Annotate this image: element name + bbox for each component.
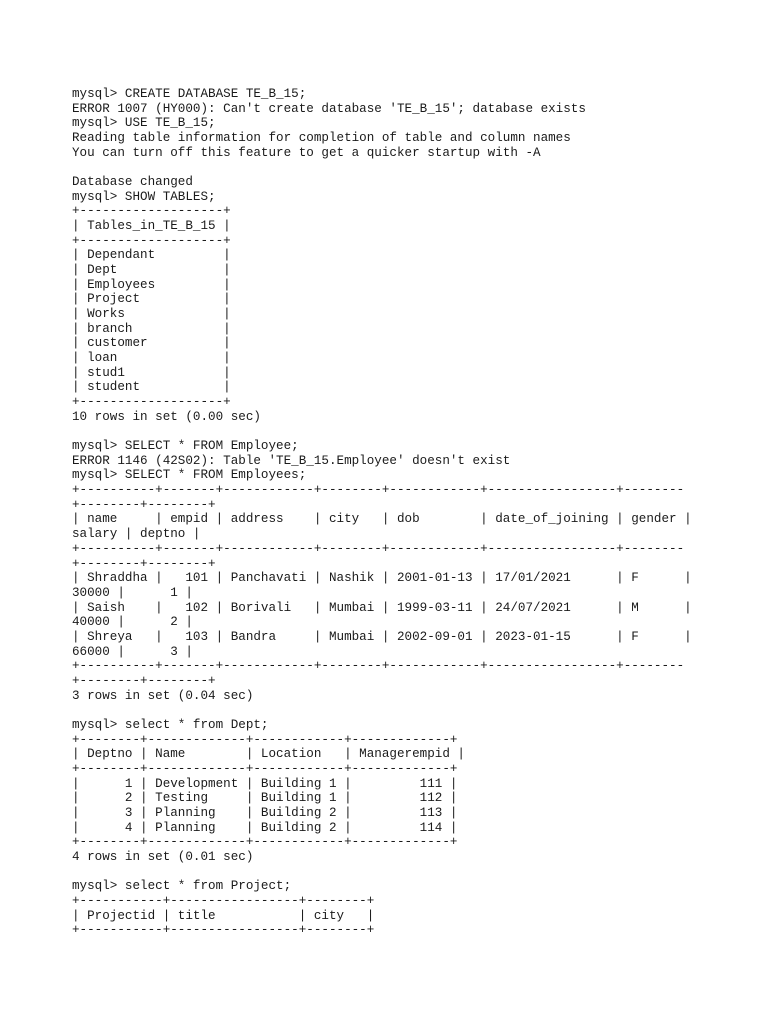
text-line: mysql> select * from Dept; (72, 717, 269, 732)
text-line: ERROR 1007 (HY000): Can't create database 'TE_B_15'; database exists (72, 101, 586, 116)
table-header: | Projectid | title | city | (72, 908, 375, 923)
text-line: mysql> USE TE_B_15; (72, 116, 216, 131)
blank-line (72, 424, 752, 439)
table-row: | loan | (72, 351, 231, 366)
table-row: | Saish | 102 | Borivali | Mumbai | 1999-03-11 | 24/07/2021 | M | (72, 600, 692, 615)
table-border: +--------+-------------+------------+-------------+ (72, 835, 458, 850)
table-header: | Tables_in_TE_B_15 | (72, 219, 231, 234)
table-row: | student | (72, 380, 231, 395)
table-row: 40000 | 2 | (72, 615, 193, 630)
table-row: | 1 | Development | Building 1 | 111 | (72, 776, 458, 791)
table-border: +--------+--------+ (72, 556, 216, 571)
blank-line (72, 703, 752, 718)
text-line: mysql> SELECT * FROM Employee; (72, 439, 299, 454)
table-row: | Dept | (72, 263, 231, 278)
table-border: +-----------+-----------------+--------+ (72, 893, 375, 908)
table-row: | Shraddha | 101 | Panchavati | Nashik | 2001-01-13 | 17/01/2021 | F | (72, 571, 692, 586)
table-row: 66000 | 3 | (72, 644, 193, 659)
table-border: +-------------------+ (72, 395, 231, 410)
table-border: +-------------------+ (72, 204, 231, 219)
text-line: mysql> SHOW TABLES; (72, 189, 216, 204)
text-line: 3 rows in set (0.04 sec) (72, 688, 254, 703)
table-border: +----------+-------+------------+--------+------------+-----------------+-------- (72, 483, 685, 498)
table-row: | branch | (72, 321, 231, 336)
table-row: | Shreya | 103 | Bandra | Mumbai | 2002-09-01 | 2023-01-15 | F | (72, 629, 692, 644)
table-border: +-------------------+ (72, 233, 231, 248)
terminal-transcript (72, 87, 752, 938)
text-line: 4 rows in set (0.01 sec) (72, 849, 254, 864)
table-header: | name | empid | address | city | dob | date_of_joining | gender | (72, 512, 692, 527)
text-line: ERROR 1146 (42S02): Table 'TE_B_15.Employee' doesn't exist (72, 453, 511, 468)
table-row: | Dependant | (72, 248, 231, 263)
table-row: | Project | (72, 292, 231, 307)
text-line: 10 rows in set (0.00 sec) (72, 409, 261, 424)
text-line: mysql> select * from Project; (72, 879, 292, 894)
table-row: | Employees | (72, 277, 231, 292)
table-border: +--------+-------------+------------+-------------+ (72, 761, 458, 776)
table-border: +--------+--------+ (72, 673, 216, 688)
table-row: | Works | (72, 307, 231, 322)
table-border: +--------+-------------+------------+-------------+ (72, 732, 458, 747)
text-line: mysql> SELECT * FROM Employees; (72, 468, 307, 483)
table-border: +----------+-------+------------+--------+------------+-----------------+-------- (72, 659, 685, 674)
table-row: | 2 | Testing | Building 1 | 112 | (72, 791, 458, 806)
table-row: 30000 | 1 | (72, 585, 193, 600)
table-border: +-----------+-----------------+--------+ (72, 923, 375, 938)
table-border: +--------+--------+ (72, 497, 216, 512)
text-line: Reading table information for completion of table and column names (72, 131, 571, 146)
table-row: | 3 | Planning | Building 2 | 113 | (72, 805, 458, 820)
text-line: Database changed (72, 175, 193, 190)
table-header: salary | deptno | (72, 527, 201, 542)
text-line: You can turn off this feature to get a quicker startup with -A (72, 145, 541, 160)
table-row: | 4 | Planning | Building 2 | 114 | (72, 820, 458, 835)
table-row: | customer | (72, 336, 231, 351)
blank-line (72, 160, 752, 175)
table-header: | Deptno | Name | Location | Managerempid | (72, 747, 465, 762)
table-border: +----------+-------+------------+--------+------------+-----------------+-------- (72, 541, 685, 556)
table-row: | stud1 | (72, 365, 231, 380)
blank-line (72, 865, 752, 880)
text-line: mysql> CREATE DATABASE TE_B_15; (72, 87, 307, 101)
